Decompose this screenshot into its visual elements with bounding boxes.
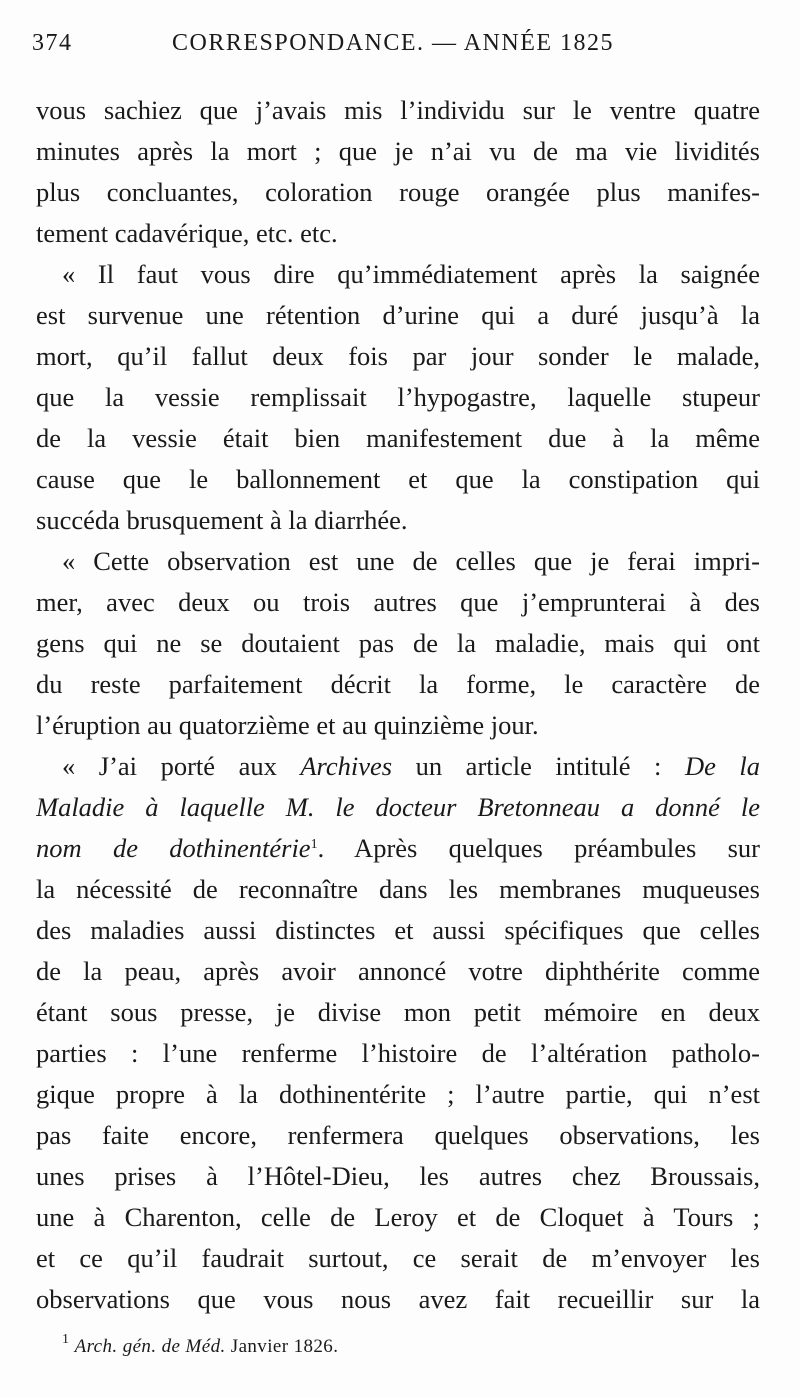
page-number: 374 [32, 30, 73, 56]
text-line: étant sous presse, je divise mon petit mémoire en deux [36, 997, 760, 1027]
text-line: pas faite encore, renfermera quelques observations, les [36, 1120, 760, 1150]
text-run: « J’ai porté aux [62, 751, 301, 781]
text-line: observations que vous nous avez fait recueillir sur la [36, 1284, 760, 1314]
text-line: l’éruption au quatorzième et au quinzième jour. [36, 710, 539, 740]
text-line: de la peau, après avoir annoncé votre diphthérite comme [36, 956, 760, 986]
body-text [36, 90, 760, 1320]
text-line: gique propre à la dothinentérite ; l’autre partie, qui n’est [36, 1079, 760, 1109]
text-line: « Cette observation est une de celles que je ferai impri- [62, 546, 760, 576]
text-line: vous sachiez que j’avais mis l’individu sur le ventre quatre [36, 95, 760, 125]
text-line: de la vessie était bien manifestement due à la même [36, 423, 760, 453]
text-line: et ce qu’il faudrait surtout, ce serait de m’envoyer les [36, 1243, 760, 1273]
text-line: mer, avec deux ou trois autres que j’emprunterai à des [36, 587, 760, 617]
text-line: minutes après la mort ; que je n’ai vu de ma vie lividités [36, 136, 760, 166]
footnote-marker: 1 [62, 1332, 70, 1347]
text-line: est survenue une rétention d’urine qui a duré jusqu’à la [36, 300, 760, 330]
text-line: unes prises à l’Hôtel-Dieu, les autres chez Broussais, [36, 1161, 760, 1191]
text-line: parties : l’une renferme l’histoire de l’altération patholo- [36, 1038, 760, 1068]
text-line: des maladies aussi distinctes et aussi spécifiques que celles [36, 915, 760, 945]
italic-title: Archives [300, 751, 393, 781]
italic-title: nom de dothinentérie [36, 833, 311, 863]
text-line: gens qui ne se doutaient pas de la maladie, mais qui ont [36, 628, 760, 658]
text-line: « Il faut vous dire qu’immédiatement après la saignée [62, 259, 760, 289]
footnote-date: Janvier 1826. [225, 1336, 339, 1357]
text-run: . Après quelques préambules sur [317, 833, 760, 863]
text-line: du reste parfaitement décrit la forme, le caractère de [36, 669, 760, 699]
text-line: succéda brusquement à la diarrhée. [36, 505, 408, 535]
text-line: la nécessité de reconnaître dans les membranes muqueuses [36, 874, 760, 904]
text-line: que la vessie remplissait l’hypogastre, laquelle stupeur [36, 382, 760, 412]
text-line: mort, qu’il fallut deux fois par jour sonder le malade, [36, 341, 760, 371]
running-head [32, 30, 760, 64]
text-line [36, 746, 760, 787]
footnote-reference: 1 [310, 837, 318, 852]
text-line: cause que le ballonnement et que la constipation qui [36, 464, 760, 494]
text-line-italic: Maladie à laquelle M. le docteur Bretonneau a donné le [36, 792, 760, 822]
footnote-source: Arch. gén. de Méd. [74, 1336, 226, 1357]
text-line: une à Charenton, celle de Leroy et de Cloquet à Tours ; [36, 1202, 760, 1232]
text-line: tement cadavérique, etc. etc. [36, 218, 338, 248]
italic-title: De la [684, 751, 760, 781]
running-title: CORRESPONDANCE. — ANNÉE 1825 [172, 30, 615, 56]
text-run: un article intitulé : [392, 751, 685, 781]
text-line [36, 828, 760, 869]
text-line: plus concluantes, coloration rouge orangée plus manifes- [36, 177, 760, 207]
footnote [62, 1332, 339, 1358]
